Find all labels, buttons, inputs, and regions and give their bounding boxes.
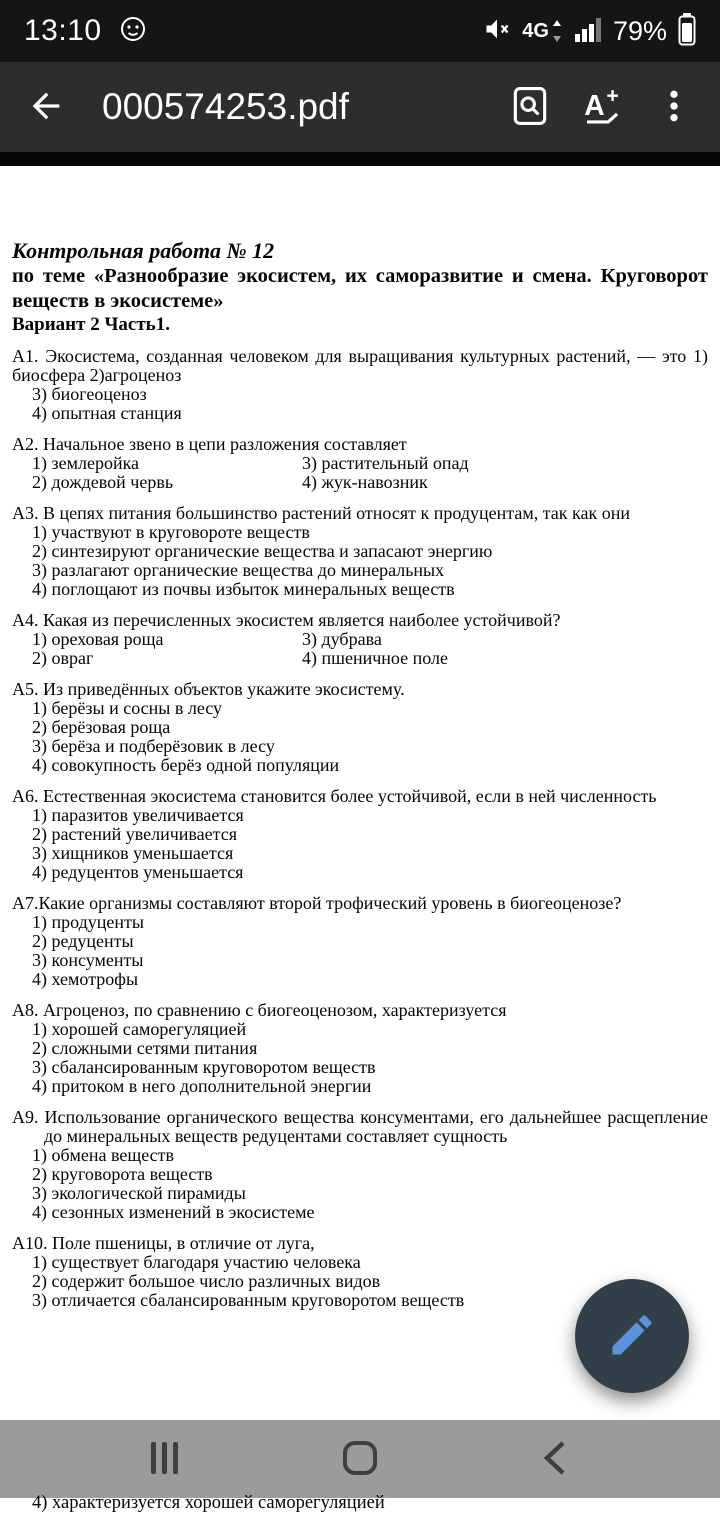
answer-option: 1) землеройка <box>32 453 140 473</box>
question-stem: А10. Поле пшеницы, в отличие от луга, <box>12 1233 315 1253</box>
question-stem: А7.Какие организмы составляют второй трофический уровень в биогеоценозе? <box>12 893 622 913</box>
answer-option: 4) притоком в него дополнительной энергии <box>32 1076 372 1096</box>
answer-option: 3) берёза и подберёзовик в лесу <box>32 736 275 756</box>
question-a7 <box>12 894 708 989</box>
answer-option: 1) обмена веществ <box>32 1145 175 1165</box>
answer-option: 1) паразитов увеличивается <box>32 805 244 825</box>
doc-subheading: по теме «Разнообразие экосистем, их саморазвитие и смена. Круговорот веществ в экосистеме» <box>12 265 708 312</box>
pencil-icon <box>606 1309 658 1364</box>
answer-option: 4) поглощают из почвы избыток минеральных веществ <box>32 579 455 599</box>
answer-option: 1) существует благодаря участию человека <box>32 1252 361 1272</box>
answer-option: 3) консументы <box>32 950 144 970</box>
pdf-background-gap <box>0 152 720 166</box>
back-arrow-icon <box>26 86 66 129</box>
svg-text:+: + <box>606 83 619 107</box>
question-stem: А1. Экосистема, созданная человеком для выращивания культурных растений, — это 1) биосфера 2)агроценоз <box>12 346 708 385</box>
mute-icon <box>483 15 511 48</box>
answer-option: 3) хищников уменьшается <box>32 843 234 863</box>
question-a8 <box>12 1001 708 1096</box>
question-a9 <box>12 1108 708 1222</box>
question-stem: А3. В цепях питания большинство растений относят к продуцентам, так как они <box>12 503 631 523</box>
nav-back-button[interactable] <box>510 1424 600 1494</box>
nav-back-icon <box>539 1439 571 1480</box>
edit-fab[interactable] <box>575 1279 689 1393</box>
answer-option: 2) растений увеличивается <box>32 824 238 844</box>
answer-option: 4) редуцентов уменьшается <box>32 862 244 882</box>
document-title: 000574253.pdf <box>102 86 349 127</box>
answer-option: 2) овраг <box>32 648 94 668</box>
home-icon <box>341 1439 379 1480</box>
answer-option: 1) хорошей саморегуляцией <box>32 1019 247 1039</box>
answer-option: 2) редуценты <box>32 931 134 951</box>
question-stem: А9. Использование органического вещества консументами, его дальнейшее расщепление до минеральных веществ редуцентами составляет сущность <box>12 1107 708 1146</box>
overflow-menu-button[interactable] <box>638 71 710 143</box>
answer-option: 1) участвуют в круговороте веществ <box>32 522 310 542</box>
answer-option: 3) биогеоценоз <box>32 384 147 404</box>
answer-option: 3) экологической пирамиды <box>32 1183 246 1203</box>
answer-option: 4) сезонных изменений в экосистеме <box>32 1202 315 1222</box>
answer-option: 2) дождевой червь <box>32 472 174 492</box>
answer-option: 3) сбалансированным круговоротом веществ <box>32 1057 376 1077</box>
data-arrows-icon <box>551 18 563 44</box>
questions-container <box>12 347 708 1310</box>
answer-option: 2) содержит большое число различных видов <box>32 1271 381 1291</box>
question-a5 <box>12 680 708 775</box>
recents-icon <box>146 1439 184 1480</box>
search-in-document-button[interactable] <box>494 71 566 143</box>
pdf-toolbar <box>0 62 720 152</box>
answer-option: 4) пшеничное поле <box>302 648 449 668</box>
annotate-button[interactable] <box>566 71 638 143</box>
answer-option: 2) сложными сетями питания <box>32 1038 258 1058</box>
answer-option: 4) совокупность берёз одной популяции <box>32 755 340 775</box>
battery-percent: 79% <box>612 15 667 46</box>
android-nav-bar <box>0 1420 720 1498</box>
doc-heading: Контрольная работа № 12 <box>12 238 275 263</box>
battery-icon <box>678 12 696 51</box>
answer-option: 1) ореховая роща <box>32 629 164 649</box>
question-stem: А2. Начальное звено в цепи разложения составляет <box>12 434 407 454</box>
answer-option: 1) берёзы и сосны в лесу <box>32 698 223 718</box>
question-stem: А6. Естественная экосистема становится более устойчивой, если в ней численность <box>12 786 657 806</box>
question-a6 <box>12 787 708 882</box>
search-document-icon <box>508 84 552 131</box>
recents-button[interactable] <box>120 1424 210 1494</box>
answer-option: 1) продуценты <box>32 912 144 932</box>
status-bar <box>0 0 720 62</box>
answer-option: 4) опытная станция <box>32 403 182 423</box>
answer-option: 3) растительный опад <box>302 453 469 473</box>
notification-icon <box>118 14 148 49</box>
options-two-column <box>12 454 708 492</box>
question-stem: А8. Агроценоз, по сравнению с биогеоценозом, характеризуется <box>12 1000 507 1020</box>
status-time: 13:10 <box>24 14 102 47</box>
question-a2 <box>12 435 708 492</box>
options-two-column <box>12 630 708 668</box>
answer-option: 4) хемотрофы <box>32 969 139 989</box>
question-a3 <box>12 504 708 599</box>
answer-option: 2) берёзовая роща <box>32 717 171 737</box>
answer-option: 3) отличается сбалансированным круговоротом веществ <box>32 1290 465 1310</box>
home-button[interactable] <box>315 1424 405 1494</box>
network-type-label: 4G <box>522 19 549 42</box>
answer-option: 2) круговорота веществ <box>32 1164 213 1184</box>
question-stem: А5. Из приведённых объектов укажите экосистему. <box>12 679 405 699</box>
signal-strength-icon <box>574 15 602 48</box>
answer-option: 3) дубрава <box>302 629 382 649</box>
next-page-text: 4) характеризуется хорошей саморегуляцией <box>32 1493 385 1513</box>
back-button[interactable] <box>10 71 82 143</box>
three-dot-menu-icon <box>654 86 694 129</box>
annotate-a-plus-icon <box>579 83 625 132</box>
answer-option: 2) синтезируют органические вещества и запасают энергию <box>32 541 493 561</box>
doc-variant: Вариант 2 Часть1. <box>12 314 170 335</box>
question-stem: А4. Какая из перечисленных экосистем является наиболее устойчивой? <box>12 610 561 630</box>
question-a1 <box>12 347 708 423</box>
answer-option: 4) жук-навозник <box>302 472 428 492</box>
answer-option: 3) разлагают органические вещества до минеральных <box>32 560 445 580</box>
mobile-data-indicator <box>522 18 563 44</box>
svg-text:A: A <box>584 88 605 121</box>
question-a4 <box>12 611 708 668</box>
